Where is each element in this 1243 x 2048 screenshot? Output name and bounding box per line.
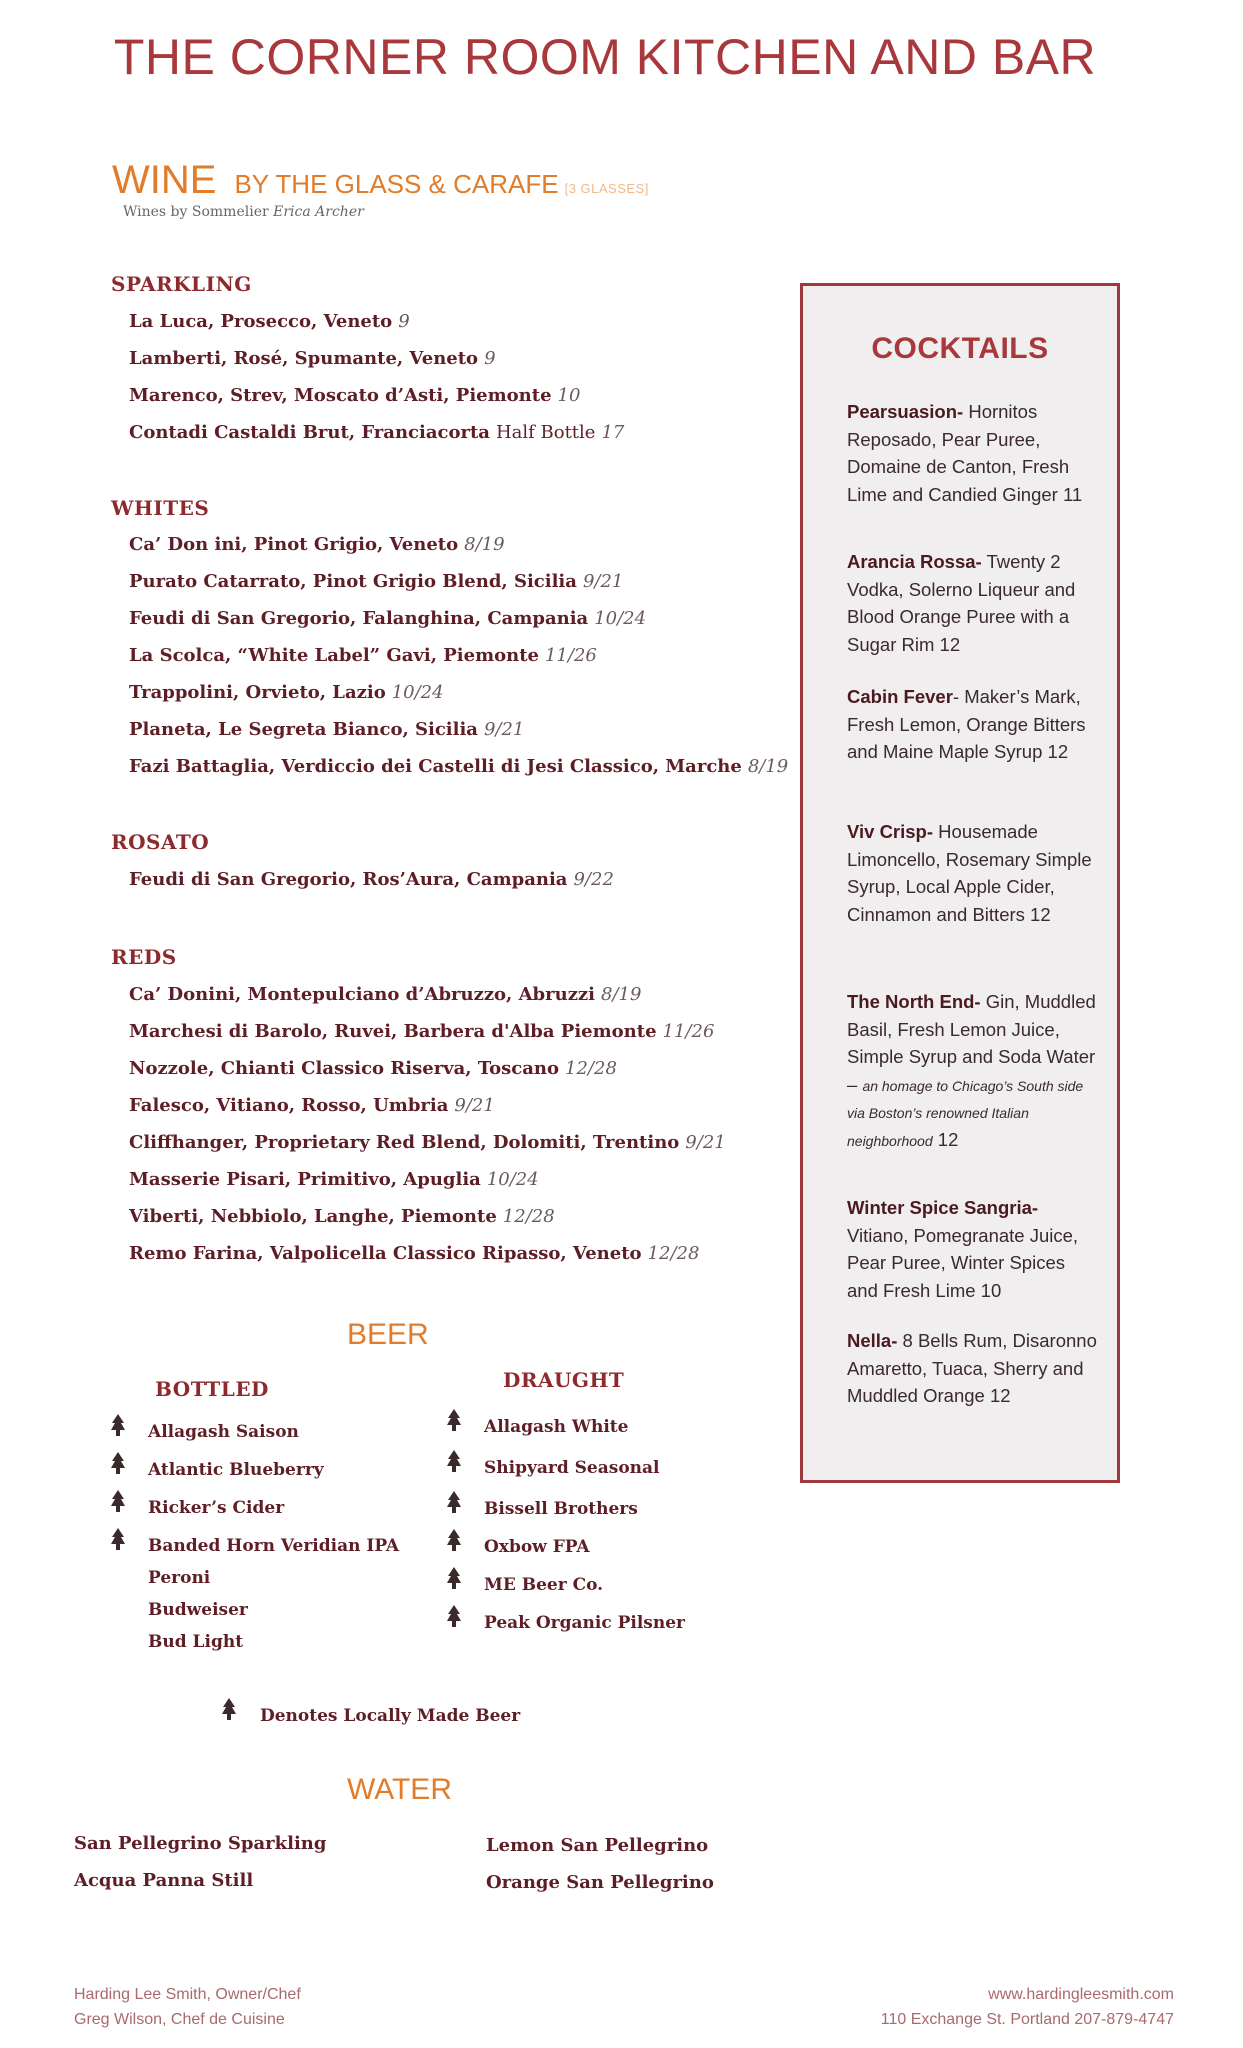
wine-item — [129, 1169, 539, 1190]
draught-beer: Bissell Brothers — [484, 1499, 638, 1519]
wine-item — [129, 1021, 714, 1042]
bottled-beer: Peroni — [148, 1568, 211, 1588]
wine-price: 8/19 — [747, 756, 789, 777]
water-item: Lemon San Pellegrino — [486, 1835, 709, 1856]
wine-price: 11/26 — [544, 645, 597, 666]
bottled-heading: BOTTLED — [155, 1377, 269, 1401]
wine-price: 9/21 — [685, 1132, 726, 1153]
wine-price: 8/19 — [464, 534, 505, 555]
water-heading: WATER — [347, 1773, 452, 1806]
cocktail-name: Winter Spice Sangria- — [847, 1197, 1039, 1218]
draught-beer: Oxbow FPA — [484, 1537, 590, 1557]
pine-tree-icon — [447, 1409, 461, 1433]
cocktail-name: The North End- — [847, 991, 981, 1012]
wine-name: Marenco, Strev, Moscato d’Asti, Piemonte — [129, 385, 552, 406]
wine-price: 17 — [601, 422, 625, 443]
wine-subtitle: BY THE GLASS & CARAFE — [234, 169, 559, 199]
wine-name: Ca’ Donini, Montepulciano d’Abruzzo, Abruzzi — [129, 984, 595, 1005]
cocktail-desc: Hornitos Reposado, Pear Puree, Domaine de Canton, Fresh Lime and Candied Ginger 11 — [847, 401, 1083, 505]
wine-price: 10 — [557, 385, 581, 406]
pine-tree-icon — [111, 1490, 125, 1514]
wine-name: La Luca, Prosecco, Veneto — [129, 311, 393, 332]
pine-tree-icon — [447, 1491, 461, 1515]
wine-name: Feudi di San Gregorio, Falanghina, Campania — [129, 608, 589, 629]
draught-heading: DRAUGHT — [503, 1368, 625, 1392]
wine-name: La Scolca, “White Label” Gavi, Piemonte — [129, 645, 539, 666]
wine-name: Ca’ Don ini, Pinot Grigio, Veneto — [129, 534, 459, 555]
wine-name: Purato Catarrato, Pinot Grigio Blend, Sicilia — [129, 571, 577, 592]
bottled-beer: Atlantic Blueberry — [148, 1460, 324, 1480]
cocktail-name: Cabin Fever — [847, 686, 953, 707]
cocktail-name: Pearsuasion- — [847, 401, 964, 422]
wine-name: Fazi Battaglia, Verdiccio dei Castelli di Jesi Classico, Marche — [129, 756, 742, 777]
pine-tree-icon — [447, 1450, 461, 1474]
footer-address: 110 Exchange St. Portland 207-879-4747 — [880, 2011, 1174, 2028]
wine-item — [129, 719, 524, 740]
wine-item — [129, 385, 580, 406]
cocktail-item — [847, 988, 1097, 1153]
wine-price: 9 — [398, 311, 410, 332]
wine-item — [129, 869, 614, 890]
wine-price: 9 — [484, 348, 496, 369]
wine-item — [129, 645, 597, 666]
draught-beer: Shipyard Seasonal — [484, 1458, 660, 1478]
wine-item — [129, 1095, 495, 1116]
wine-price: 9/21 — [582, 571, 624, 592]
cocktail-note: an homage to Chicago’s South side via Boston’s renowned Italian neighborhood — [847, 1077, 1084, 1149]
draught-beer: ME Beer Co. — [484, 1575, 604, 1595]
wine-price: 10/24 — [594, 608, 647, 629]
wine-name: Cliffhanger, Proprietary Red Blend, Dolomiti, Trentino — [129, 1132, 680, 1153]
cocktail-item — [847, 683, 1097, 766]
restaurant-title: THE CORNER ROOM KITCHEN AND BAR — [113, 29, 1097, 85]
wine-price: 9/21 — [483, 719, 525, 740]
pine-tree-icon — [111, 1414, 125, 1438]
wine-price: 9/22 — [573, 869, 614, 890]
cocktail-desc: Housemade Limoncello, Rosemary Simple Syrup, Local Apple Cider, Cinnamon and Bitters 12 — [847, 821, 1092, 925]
wine-note: Half Bottle — [495, 422, 596, 443]
water-item: San Pellegrino Sparkling — [74, 1833, 327, 1854]
wine-price: 12/28 — [502, 1206, 555, 1227]
water-item: Acqua Panna Still — [74, 1870, 254, 1891]
pine-tree-icon — [447, 1529, 461, 1553]
bottled-beer: Bud Light — [148, 1632, 244, 1652]
cocktail-price: 12 — [932, 1128, 959, 1150]
cocktail-name: Nella- — [847, 1330, 898, 1351]
wine-name: Falesco, Vitiano, Rosso, Umbria — [129, 1095, 449, 1116]
pine-tree-icon — [447, 1605, 461, 1629]
wine-item — [129, 1243, 699, 1264]
cocktail-item — [847, 548, 1097, 658]
beer-heading: BEER — [347, 1318, 429, 1351]
wine-name: Lamberti, Rosé, Spumante, Veneto — [129, 348, 479, 369]
wine-price: 12/28 — [565, 1058, 617, 1079]
wine-price: 8/19 — [601, 984, 642, 1005]
bottled-beer: Allagash Saison — [148, 1422, 299, 1442]
bottled-beer: Banded Horn Veridian IPA — [148, 1536, 400, 1556]
wine-item — [129, 608, 646, 629]
wine-title: WINE — [112, 158, 217, 202]
water-item: Orange San Pellegrino — [486, 1872, 714, 1893]
wine-item — [129, 534, 505, 555]
cocktail-item — [847, 1327, 1097, 1410]
cocktail-name: Viv Crisp- — [847, 821, 934, 842]
wine-name: Masserie Pisari, Primitivo, Apuglia — [129, 1169, 481, 1190]
wine-item — [129, 682, 444, 703]
wine-name: Trappolini, Orvieto, Lazio — [129, 682, 386, 703]
cocktail-desc: - Maker’s Mark, Fresh Lemon, Orange Bitters and Maine Maple Syrup 12 — [847, 686, 1086, 762]
footer-owner: Harding Lee Smith, Owner/Chef — [74, 1986, 301, 2003]
section-whites: WHITES — [111, 496, 210, 520]
cocktail-desc: Gin, Muddled Basil, Fresh Lemon Juice, Simple Syrup and Soda Water – — [847, 991, 1096, 1095]
wine-price: 11/26 — [662, 1021, 715, 1042]
cocktail-desc: Vitiano, Pomegranate Juice, Pear Puree, Winter Spices and Fresh Lime 10 — [847, 1224, 1079, 1301]
wine-name: Nozzole, Chianti Classico Riserva, Toscano — [129, 1058, 560, 1079]
wine-item — [129, 756, 788, 777]
section-reds: REDS — [111, 945, 177, 969]
pine-tree-icon — [447, 1567, 461, 1591]
draught-beer: Allagash White — [484, 1417, 629, 1437]
wine-item — [129, 1206, 555, 1227]
wine-name: Remo Farina, Valpolicella Classico Ripasso, Veneto — [129, 1243, 642, 1264]
cocktail-item — [847, 398, 1097, 508]
wine-name: Feudi di San Gregorio, Ros’Aura, Campania — [129, 869, 568, 890]
bottled-beer: Budweiser — [148, 1600, 248, 1620]
wine-name: Marchesi di Barolo, Ruvei, Barbera d'Alba Piemonte — [129, 1021, 657, 1042]
cocktails-heading: COCKTAILS — [871, 332, 1049, 365]
bottled-beer: Ricker’s Cider — [148, 1498, 285, 1518]
pine-tree-icon — [222, 1698, 236, 1722]
wine-name: Planeta, Le Segreta Bianco, Sicilia — [129, 719, 478, 740]
cocktail-item — [847, 818, 1097, 928]
footer-website: www.hardingleesmith.com — [988, 1986, 1174, 2003]
pine-tree-icon — [111, 1528, 125, 1552]
cocktail-item — [847, 1194, 1097, 1304]
wine-item — [129, 984, 641, 1005]
wine-name: Viberti, Nebbiolo, Langhe, Piemonte — [129, 1206, 497, 1227]
wine-item — [129, 1058, 617, 1079]
section-rosato: ROSATO — [111, 830, 210, 854]
wine-price: 9/21 — [454, 1095, 495, 1116]
wine-item — [129, 311, 410, 332]
pine-tree-icon — [111, 1452, 125, 1476]
wine-price: 10/24 — [486, 1169, 539, 1190]
wine-name: Contadi Castaldi Brut, Franciacorta — [129, 422, 490, 443]
wine-price: 10/24 — [391, 682, 444, 703]
section-sparkling: SPARKLING — [111, 272, 252, 296]
draught-beer: Peak Organic Pilsner — [484, 1613, 686, 1633]
sommelier-credit — [123, 204, 364, 220]
wine-item — [129, 1132, 726, 1153]
cocktail-desc: 8 Bells Rum, Disaronno Amaretto, Tuaca, Sherry and Muddled Orange 12 — [847, 1330, 1097, 1406]
cocktail-name: Arancia Rossa- — [847, 551, 982, 572]
sommelier-name: Erica Archer — [273, 204, 364, 220]
cocktail-desc: Twenty 2 Vodka, Solerno Liqueur and Blood Orange Puree with a Sugar Rim 12 — [847, 551, 1076, 655]
local-beer-legend: Denotes Locally Made Beer — [260, 1706, 521, 1726]
wine-item — [129, 348, 496, 369]
footer-chef: Greg Wilson, Chef de Cuisine — [74, 2011, 285, 2028]
wine-subtitle-note: [3 GLASSES] — [564, 181, 649, 196]
wine-price: 12/28 — [647, 1243, 700, 1264]
wine-heading — [112, 158, 649, 203]
sommelier-prefix: Wines by Sommelier — [123, 204, 269, 220]
wine-item — [129, 422, 624, 443]
wine-item — [129, 571, 623, 592]
